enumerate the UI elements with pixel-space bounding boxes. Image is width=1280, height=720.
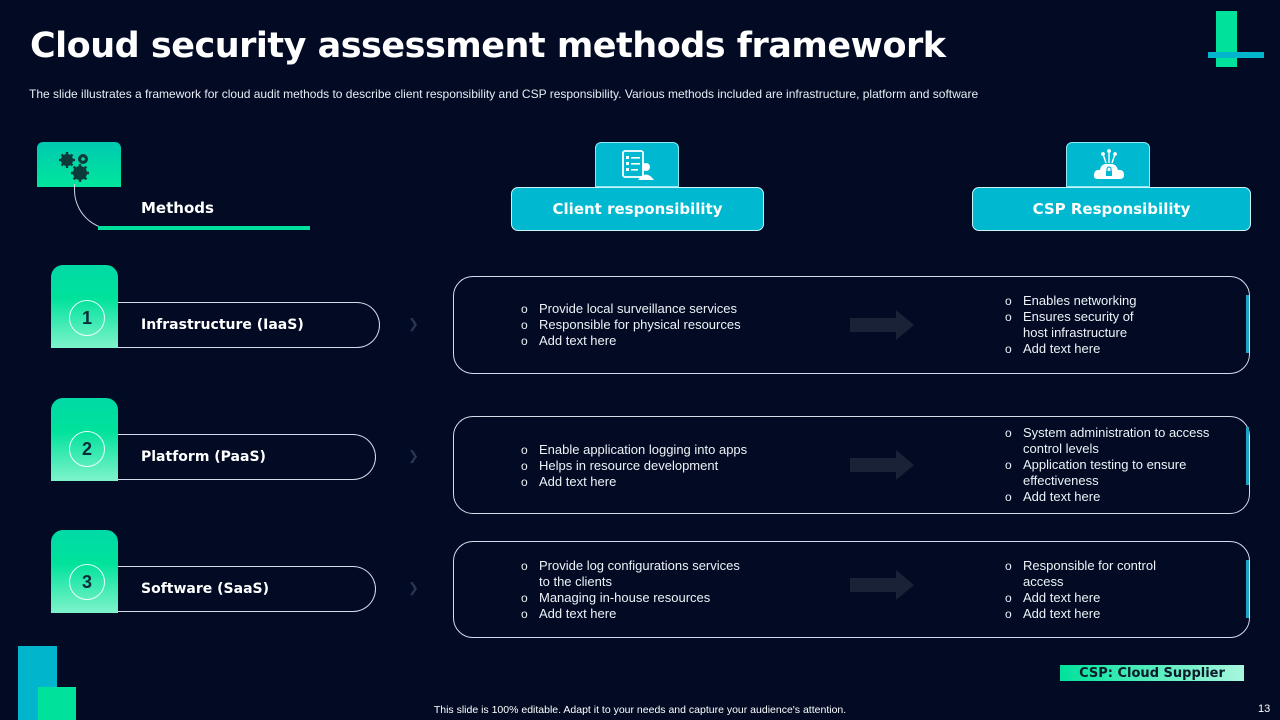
list-item: o Add text here	[521, 474, 771, 490]
list-item: o Provide local surveillance services	[521, 301, 761, 317]
list-item: o Add text here	[1005, 590, 1220, 606]
list-item: o Managing in-house resources	[521, 590, 751, 606]
checklist-user-icon	[621, 149, 655, 186]
legend-badge: CSP: Cloud Supplier	[1060, 665, 1244, 681]
row-number-tab	[51, 530, 118, 613]
corner-decoration-vertical	[1216, 11, 1237, 67]
list-item: o Add text here	[521, 606, 751, 622]
arrow-right-icon	[850, 570, 914, 600]
csp-list-infrastructure	[1005, 293, 1220, 357]
arrow-right-icon	[850, 310, 914, 340]
list-item: o Add text here	[521, 333, 761, 349]
list-item: o Add text here	[1005, 341, 1220, 357]
arrow-right-icon	[850, 450, 914, 480]
row-number: 2	[69, 431, 105, 467]
methods-icon-tab	[37, 142, 121, 187]
slide-title: Cloud security assessment methods framework	[30, 26, 946, 66]
row-number: 3	[69, 564, 105, 600]
client-icon-tab	[595, 142, 679, 187]
cloud-lock-icon	[1092, 149, 1126, 188]
method-label-software: Software (SaaS)	[118, 566, 376, 612]
methods-header-label: Methods	[141, 199, 214, 217]
list-item: o Provide log configurations services to the clients	[521, 558, 751, 590]
list-item: o System administration to access control levels	[1005, 425, 1220, 457]
csp-icon-tab	[1066, 142, 1150, 187]
row-side-accent	[1246, 560, 1249, 618]
page-number: 13	[1258, 703, 1271, 715]
chevron-right-icon: ❯	[408, 580, 419, 595]
csp-list-platform	[1005, 425, 1220, 505]
row-side-accent	[1246, 427, 1249, 485]
list-item: o Enables networking	[1005, 293, 1220, 309]
list-item: o Ensures security of host infrastructure	[1005, 309, 1158, 341]
client-responsibility-header: Client responsibility	[511, 187, 764, 231]
csp-list-software	[1005, 558, 1220, 622]
list-item: o Responsible for control access	[1005, 558, 1173, 590]
method-label-platform: Platform (PaaS)	[118, 434, 376, 480]
list-item: o Helps in resource development	[521, 458, 771, 474]
row-number: 1	[69, 300, 105, 336]
chevron-right-icon: ❯	[408, 448, 419, 463]
client-list-infrastructure	[521, 301, 761, 349]
slide-subtitle: The slide illustrates a framework for cloud audit methods to describe client responsibility and CSP responsibility. Various methods included are infrastructure, platform and software	[29, 87, 979, 101]
client-list-software	[521, 558, 751, 622]
methods-underline	[98, 226, 310, 230]
csp-responsibility-header: CSP Responsibility	[972, 187, 1251, 231]
list-item: o Responsible for physical resources	[521, 317, 761, 333]
list-item: o Application testing to ensure effectiveness	[1005, 457, 1208, 489]
method-label-infrastructure: Infrastructure (IaaS)	[118, 302, 380, 348]
list-item: o Enable application logging into apps	[521, 442, 771, 458]
list-item: o Add text here	[1005, 606, 1220, 622]
row-number-tab	[51, 398, 118, 481]
client-list-platform	[521, 442, 771, 490]
footer-note: This slide is 100% editable. Adapt it to your needs and capture your audience's attention.	[433, 704, 847, 716]
chevron-right-icon: ❯	[408, 316, 419, 331]
row-number-tab	[51, 265, 118, 348]
list-item: o Add text here	[1005, 489, 1220, 505]
corner-decoration-horizontal	[1208, 52, 1264, 58]
row-side-accent	[1246, 295, 1249, 353]
